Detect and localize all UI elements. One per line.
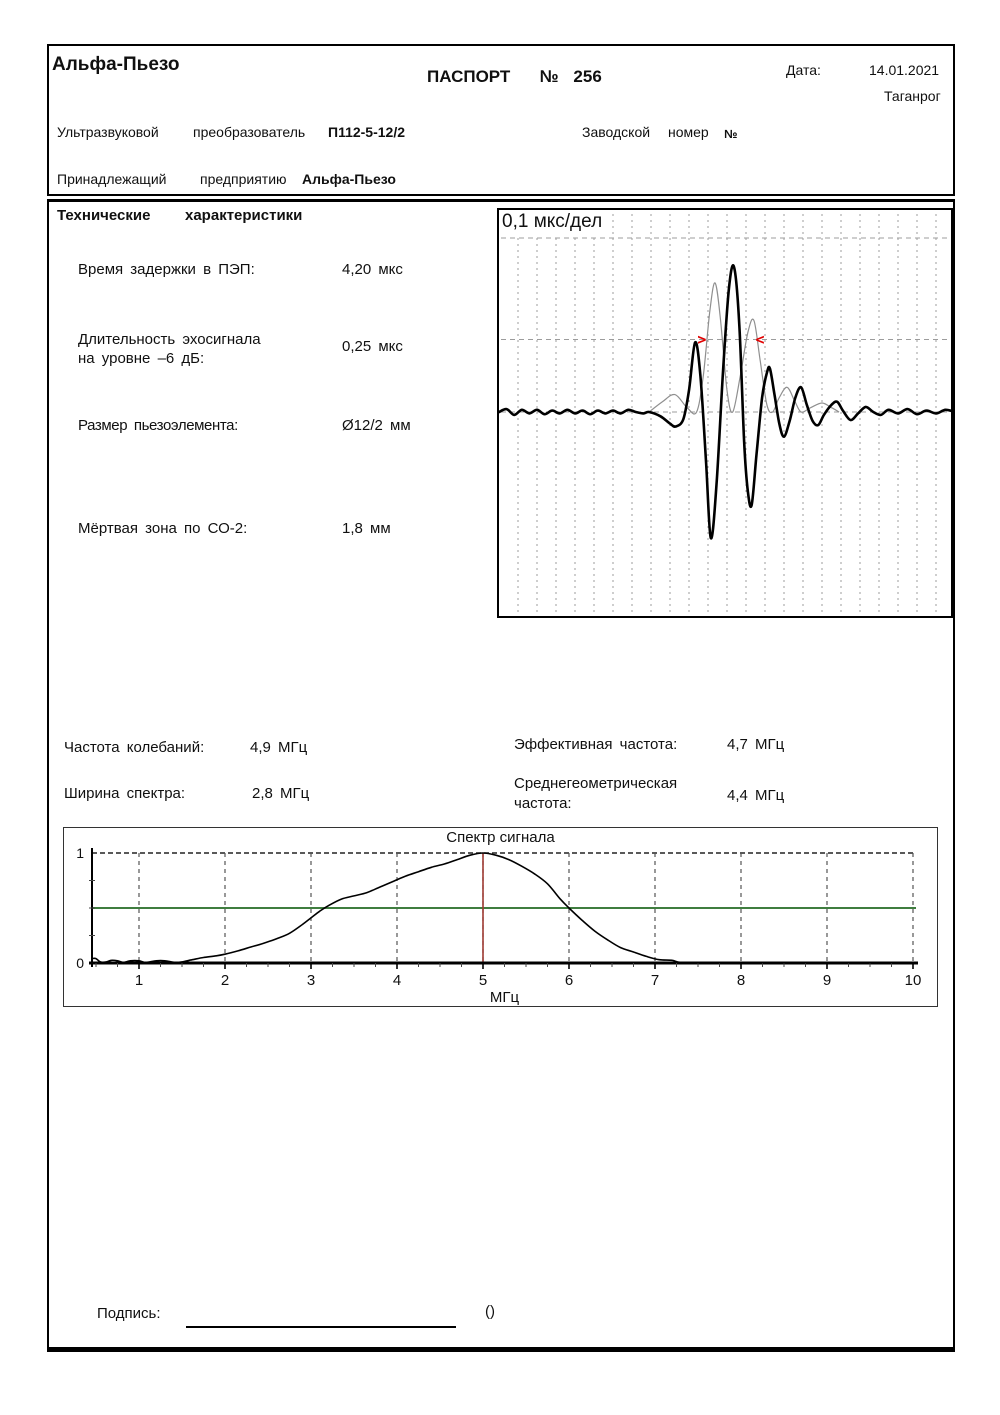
company-name: Альфа-Пьезо xyxy=(52,54,180,75)
scope-scale-label: 0,1 мкс/дел xyxy=(500,210,608,235)
spectrum-plot xyxy=(64,828,937,1006)
tech-row-label: Мёртвая зона по СО-2: xyxy=(78,520,248,537)
freq-row-value: 2,8 МГц xyxy=(252,785,310,802)
device-model: П112-5-12/2 xyxy=(328,124,406,140)
svg-text:1: 1 xyxy=(134,972,144,989)
svg-text:3: 3 xyxy=(306,972,316,989)
svg-text:2: 2 xyxy=(220,972,230,989)
svg-text:6: 6 xyxy=(564,972,574,989)
svg-text:9: 9 xyxy=(822,972,832,989)
svg-text:4: 4 xyxy=(392,972,402,989)
svg-text:8: 8 xyxy=(736,972,746,989)
serial-word-2: номер xyxy=(668,124,709,140)
serial-word-1: Заводской xyxy=(582,124,651,140)
svg-text:10: 10 xyxy=(904,972,922,989)
device-word-1: Ультразвуковой xyxy=(57,124,159,140)
owner-company: Альфа-Пьезо xyxy=(302,171,396,187)
signature-label: Подпись: xyxy=(97,1305,161,1322)
freq-row-label: Эффективная частота: xyxy=(514,736,678,753)
echo-signal-oscillogram xyxy=(497,208,953,618)
serial-number-sign: № xyxy=(724,127,738,141)
city: Таганрог xyxy=(884,88,941,104)
tech-row-label: Длительность эхосигнала xyxy=(78,331,261,348)
svg-text:0: 0 xyxy=(76,955,84,971)
freq-row-label-line2: частота: xyxy=(514,795,572,812)
svg-text:1: 1 xyxy=(76,845,84,861)
freq-row-value: 4,9 МГц xyxy=(250,739,308,756)
tech-heading-word-1: Технические xyxy=(57,207,151,224)
tech-row-label: Размер пьезоэлемента: xyxy=(78,417,238,434)
svg-text:МГц: МГц xyxy=(489,989,520,1006)
date-value: 14.01.2021 xyxy=(869,62,940,78)
svg-text:>: > xyxy=(697,330,707,349)
freq-row-value: 4,4 МГц xyxy=(727,787,785,804)
freq-row-label: Среднегеометрическая xyxy=(514,775,678,792)
freq-row-label: Частота колебаний: xyxy=(64,739,205,756)
tech-row-value: Ø12/2 мм xyxy=(342,417,411,434)
freq-row-value: 4,7 МГц xyxy=(727,736,785,753)
signature-suffix: () xyxy=(485,1303,495,1320)
device-word-2: преобразователь xyxy=(193,124,306,140)
date-label: Дата: xyxy=(786,62,821,78)
spectrum-chart xyxy=(63,827,938,1007)
spectrum-title: Спектр сигнала xyxy=(446,829,555,846)
freq-row-label: Ширина спектра: xyxy=(64,785,186,802)
svg-text:5: 5 xyxy=(478,972,488,989)
document-title: ПАСПОРТ № 256 xyxy=(427,67,602,86)
echo-signal-plot xyxy=(499,210,951,616)
svg-text:<: < xyxy=(755,330,765,349)
tech-row-value: 1,8 мм xyxy=(342,520,391,537)
signature-line xyxy=(186,1326,456,1328)
owner-word-2: предприятию xyxy=(200,171,287,187)
main-section xyxy=(47,199,955,1352)
owner-word-1: Принадлежащий xyxy=(57,171,167,187)
header-section xyxy=(47,44,955,196)
svg-text:7: 7 xyxy=(650,972,660,989)
tech-row-label: Время задержки в ПЭП: xyxy=(78,261,255,278)
tech-row-value: 4,20 мкс xyxy=(342,261,403,278)
tech-heading-word-2: характеристики xyxy=(185,207,303,224)
tech-row-value: 0,25 мкс xyxy=(342,338,403,355)
tech-row-label-line2: на уровне –6 дБ: xyxy=(78,350,205,367)
